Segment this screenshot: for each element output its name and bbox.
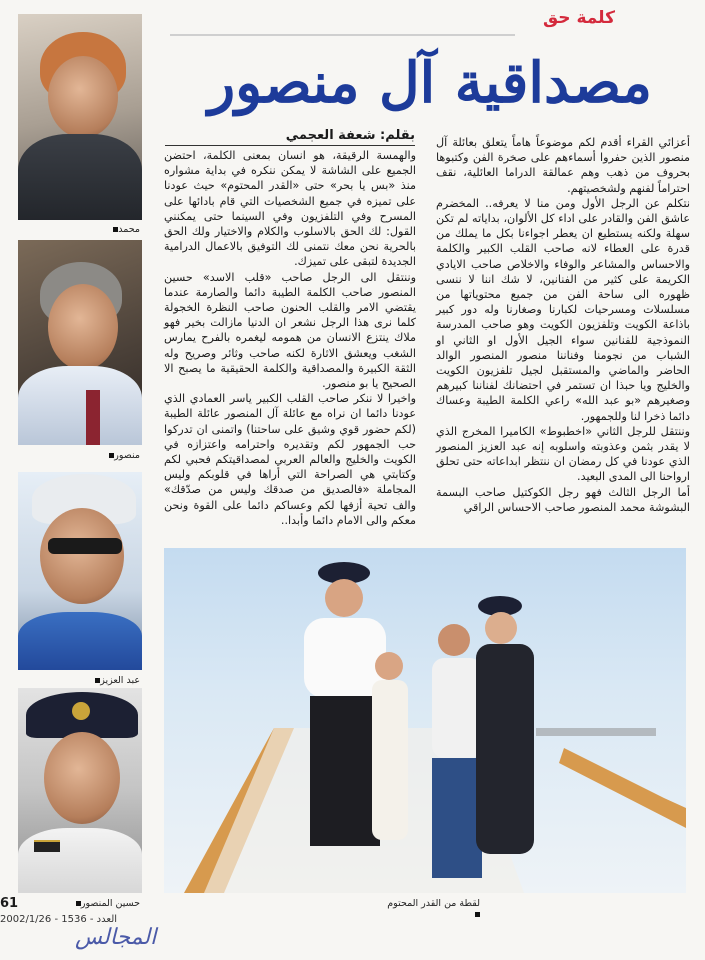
man-face [438, 624, 470, 656]
group-photo-illustration [164, 548, 686, 893]
man-jeans [432, 758, 482, 878]
article-column-right [436, 135, 690, 515]
portrait-photo-mansour [18, 240, 142, 445]
photo-caption [20, 224, 140, 235]
man-face [375, 652, 403, 680]
portrait-face [48, 284, 118, 370]
man-shirt [432, 658, 482, 758]
portrait-face [44, 732, 120, 824]
portrait-face [48, 56, 118, 138]
portrait-photo-hussein [18, 688, 142, 893]
caption-text: منصور [114, 450, 140, 461]
portrait-body [18, 134, 142, 220]
portrait-photo-abdulaziz [18, 472, 142, 670]
photo-caption [380, 898, 480, 920]
main-group-photo [164, 548, 686, 893]
photo-caption [20, 450, 140, 461]
cap-badge-icon [72, 702, 90, 720]
photo-caption [20, 898, 140, 909]
paragraph: والهمسة الرقيقة، هو انسان بمعنى الكلمة، احتضن الجميع على الشاشة لا يمكن ننكره في بداية مشواره منذ «بس يا بحر» حتى «القدر المحتوم» حيث عودنا على تميزه في جميع الشخصيات التي قام بادائها على المسرح وفي التلفزيون وفي السينما حتى يمكنني القول: لك الحق بالاسلوب والكلام والاختيار ولك الحق بالحرية نحن معك نتمنى لك التوفيق بالاعمال الدرامية الجديدة لتبقى على تميزك. [164, 149, 416, 269]
header-divider [170, 34, 515, 36]
caption-text: حسين المنصور [80, 898, 140, 909]
portrait-photo-mohammed [18, 14, 142, 220]
paragraph: أما الرجل الثالث فهو رجل الكوكتيل صاحب البسمة البشوشة محمد المنصور صاحب الاحساس الراقي [436, 485, 690, 514]
photo-caption [20, 675, 140, 686]
handwritten-signature: المجالس [75, 925, 157, 950]
pilot-uniform [476, 644, 534, 854]
caption-text: لقطة من القدر المحتوم [387, 898, 480, 909]
portrait-body [18, 366, 142, 445]
paragraph: وننتقل الى الرجل صاحب «قلب الاسد» حسين المنصور صاحب الكلمة الطيبة دائما والصارمة عندما يقتضي الامر والقلب الحنون صاحب النظرة الخجولة كلما نرى هذا الرجل نشعر ان الدنيا مازالت بخير فهو ملاك ينتزع الانسان من همومه ليغمره بالفرح يمارس الشغب ويعشق الاثارة لكنه صاحب وثائر وصريح وله الثقة الكبيرة والمصداقية والكلمة الحقيقية ما يصبح الا الصحيح يا بو منصور. [164, 270, 416, 391]
caption-bullet-icon [475, 912, 480, 917]
pilot-face [325, 579, 363, 617]
section-label: كلمة حق [542, 8, 615, 28]
portrait-body [18, 828, 142, 893]
page-number: 61 [0, 896, 19, 911]
paragraph: واخيرا لا ننكر صاحب القلب الكبير ياسر العمادي الذي عودنا دائما ان نراه مع عائلة آل المنصور عائلة الطيبة (لكم حضور قوي وشيق على ساحتنا) واتمنى ان تدركوا حب الجمهور لكم وتقديره واحترامه واعتزازه في الكويت والخليج والعالم العربي لمصداقيتكم فحبي لكم وكتابتي هي الصراحة التي أراها في قلوبكم وليس المجاملة «فالصديق من صدقك وليس من صدّقك» والف تحية أزفها لكم وعساكم دائما على القوة ونحن معكم والى الامام دائما وأبدا.. [164, 392, 416, 527]
author-byline: بقلم: شعفة العجمي [165, 128, 415, 146]
paragraph: أعزائي القراء أقدم لكم موضوعاً هاماً يتعلق بعائلة آل منصور الذين حفروا أسماءهم على صخرة الفن وكتبوها بحروف من ذهب وهم عمالقة الدراما العائلية، نقف احتراماً لفنهم ولشخصيتهم. [436, 136, 690, 195]
paragraph: نتكلم عن الرجل الأول ومن منا لا يعرفه.. المخضرم عاشق الفن والقادر على اداء كل الألوان، بداياته لم تكن سهلة ولكنه يستطيع ان يعطر اجواءنا بكل ما يملك من قدرة على العطاء لانه صاحب القلب الكبير والكلمة والاحساس والمشاعر والوفاء والاخلاص صاحب الايادي الكريمة على كثير من الفنانين، لا شك اننا لا ننسى ظهوره الى ساحة الفن من جميع محتوياتها من مسلسلات ومسرحيات لكبارنا وصغارنا وله دور كبير باذاعة الكويت وتلفزيون الكويت وهو صاحب المدرسة النموذجية للفنانين سواء الجيل الأول او الثاني او الشباب من نجومنا وفناننا منصور المنصور الوالد الحاضر والماضي والمستقبل لجيل تلفزيون الكويت والخليج ويا حبذا ان تستمر في احتضانك لفناننا كبيرهم وصغيرهم «بو عبد الله» راعي الكلمة الطيبة وعساك دائما ذخرا لنا وللجمهور. [436, 196, 690, 423]
caption-text: محمد [118, 224, 140, 235]
article-column-middle [164, 148, 416, 528]
epaulette [34, 840, 60, 852]
paragraph: وننتقل للرجل الثاني «اخطبوط» الكاميرا المخرج الذي لا يقدر بثمن وعذوبته واسلوبه إنه عبد العزيز المنصور الذي عودنا في كل رمضان ان ننتظر ابداعاته حتى تحلق ارواحنا الى المدى البعيد. [436, 424, 690, 484]
aircraft-door-edge [536, 728, 656, 736]
tie [86, 390, 100, 445]
portrait-face [40, 508, 124, 604]
issue-info: العدد - 1536 - 2002/1/26 [0, 914, 118, 925]
portrait-body [18, 612, 142, 670]
caption-text: عبد العزيز [100, 675, 140, 686]
sunglasses [48, 538, 122, 554]
stair-rail-right [559, 748, 686, 828]
pilot-face [485, 612, 517, 644]
page-title: مصداقية آل منصور [208, 50, 652, 116]
pilot-trousers [310, 696, 380, 846]
man-dishdasha [372, 680, 408, 840]
